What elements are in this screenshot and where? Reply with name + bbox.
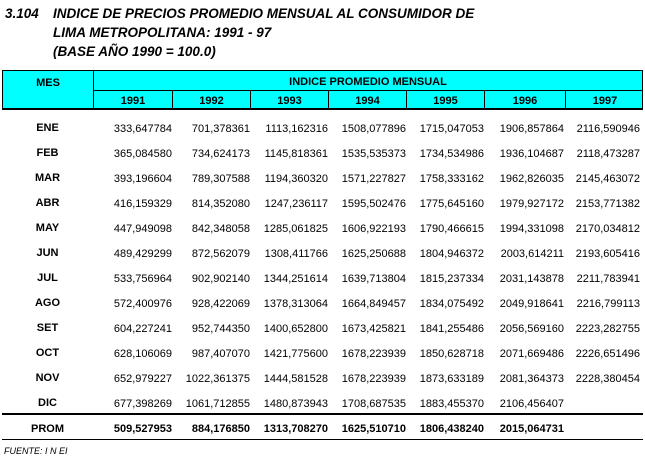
index-value: 365,084580 <box>113 148 172 160</box>
index-value: 1994,331098 <box>499 223 564 235</box>
month-label: ABR <box>35 197 60 209</box>
table-number: 3.104 <box>5 6 39 21</box>
index-value: 1061,712855 <box>185 398 250 410</box>
index-value: 2031,143878 <box>499 273 564 285</box>
year-header: 1993 <box>251 91 329 109</box>
table-row <box>2 297 643 322</box>
table-header <box>2 70 643 110</box>
table-row <box>2 322 643 347</box>
index-value: 533,756964 <box>113 273 172 285</box>
index-value: 1708,687535 <box>341 398 406 410</box>
index-value: 1421,775600 <box>263 348 328 360</box>
title-line-2: LIMA METROPOLITANA: 1991 - 97 <box>53 25 272 40</box>
index-value: 2153,771382 <box>575 198 640 210</box>
month-label: FEB <box>36 147 59 159</box>
index-value: 1444,581528 <box>263 373 328 385</box>
index-value: 987,407070 <box>191 348 250 360</box>
table-body <box>2 122 643 422</box>
index-value: 902,902140 <box>191 273 250 285</box>
year-header: 1997 <box>592 95 618 107</box>
group-column-header: INDICE PROMEDIO MENSUAL <box>94 71 642 91</box>
table-row <box>2 372 643 397</box>
average-value: 1625,510710 <box>341 423 406 435</box>
index-value: 489,429299 <box>113 248 172 260</box>
index-value: 1850,628718 <box>419 348 484 360</box>
index-value: 789,307588 <box>191 173 250 185</box>
index-value: 701,378361 <box>191 123 250 135</box>
month-label: AGO <box>34 297 61 309</box>
index-value: 842,348058 <box>191 223 250 235</box>
table-row <box>2 122 643 147</box>
table-row <box>2 272 643 297</box>
source-note: FUENTE: I N EI <box>4 446 68 456</box>
index-value: 1606,922193 <box>341 223 406 235</box>
average-value: 1313,708270 <box>263 423 328 435</box>
index-value: 1804,946372 <box>419 248 484 260</box>
index-value: 628,106069 <box>113 348 172 360</box>
index-value: 1595,502476 <box>341 198 406 210</box>
index-value: 2228,380454 <box>575 373 640 385</box>
table-divider <box>2 413 643 415</box>
index-value: 1678,223939 <box>341 348 406 360</box>
index-value: 2049,918641 <box>499 298 564 310</box>
index-value: 872,562079 <box>191 248 250 260</box>
month-label: JUN <box>36 247 59 259</box>
index-value: 1639,713804 <box>341 273 406 285</box>
index-value: 1113,162316 <box>265 123 328 135</box>
index-value: 1790,466615 <box>419 223 484 235</box>
index-value: 2216,799113 <box>576 298 640 310</box>
index-value: 1678,223939 <box>341 373 406 385</box>
average-value: 884,176850 <box>191 423 250 435</box>
index-value: 1673,425821 <box>341 323 406 335</box>
index-value: 1194,360320 <box>264 173 328 185</box>
table-row <box>2 222 643 247</box>
index-value: 1834,075492 <box>419 298 484 310</box>
index-value: 652,979227 <box>113 373 172 385</box>
index-value: 1758,333162 <box>419 173 484 185</box>
index-value: 1962,826035 <box>499 173 564 185</box>
title-line-3: (BASE AÑO 1990 = 100.0) <box>53 44 216 59</box>
index-value: 1979,927172 <box>499 198 564 210</box>
year-header: 1996 <box>485 91 566 109</box>
index-value: 1936,104687 <box>499 148 564 160</box>
month-column-header: MES <box>3 71 94 108</box>
title-line-1: INDICE DE PRECIOS PROMEDIO MENSUAL AL CONSUMIDOR DE <box>53 6 475 21</box>
index-value: 1400,652800 <box>263 323 328 335</box>
index-value: 2106,456407 <box>499 398 564 410</box>
index-value: 2118,473287 <box>576 148 640 160</box>
index-value: 2081,364373 <box>499 373 564 385</box>
average-value: 2015,064731 <box>499 423 564 435</box>
month-label: MAY <box>35 222 60 234</box>
month-label: ENE <box>36 122 59 134</box>
index-value: 1883,455370 <box>419 398 484 410</box>
index-value: 1775,645160 <box>419 198 484 210</box>
index-value: 677,398269 <box>113 398 172 410</box>
table-row <box>2 197 643 222</box>
index-value: 572,400976 <box>113 298 172 310</box>
index-value: 2193,605416 <box>575 248 640 260</box>
index-value: 604,227241 <box>113 323 172 335</box>
month-label: SET <box>36 322 59 334</box>
index-value: 2223,282755 <box>575 323 640 335</box>
table-row <box>2 397 643 422</box>
year-header: 1994 <box>329 91 407 109</box>
index-value: 1145,818361 <box>264 148 328 160</box>
index-value: 1873,633189 <box>419 373 484 385</box>
index-value: 928,422069 <box>191 298 250 310</box>
index-value: 333,647784 <box>113 123 172 135</box>
average-value: 509,527953 <box>113 423 172 435</box>
index-value: 416,159329 <box>113 198 172 210</box>
index-value: 1285,061825 <box>263 223 328 235</box>
index-value: 1508,077896 <box>341 123 406 135</box>
index-value: 1841,255486 <box>419 323 484 335</box>
index-value: 1734,534986 <box>419 148 484 160</box>
index-value: 1308,411766 <box>264 248 328 260</box>
index-value: 814,352080 <box>191 198 250 210</box>
index-value: 2211,783941 <box>576 273 640 285</box>
year-header: 1992 <box>173 91 251 109</box>
index-value: 734,624173 <box>191 148 250 160</box>
month-label: MAR <box>34 172 61 184</box>
table-row <box>2 347 643 372</box>
average-value: 1806,438240 <box>419 423 484 435</box>
month-label: DIC <box>38 397 57 409</box>
year-header: 1991 <box>94 91 173 109</box>
table-row <box>2 147 643 172</box>
month-label: JUL <box>37 272 58 284</box>
index-value: 2145,463072 <box>575 173 640 185</box>
index-value: 2116,590946 <box>576 123 640 135</box>
index-value: 1535,535373 <box>341 148 406 160</box>
month-label: OCT <box>35 347 60 359</box>
index-value: 1378,313064 <box>263 298 328 310</box>
index-value: 393,196604 <box>113 173 172 185</box>
index-value: 1022,361375 <box>185 373 250 385</box>
index-value: 1625,250688 <box>341 248 406 260</box>
price-index-table <box>2 70 643 410</box>
index-value: 1664,849457 <box>341 298 406 310</box>
index-value: 1480,873943 <box>263 398 328 410</box>
index-value: 2003,614211 <box>500 248 564 260</box>
index-value: 952,744350 <box>191 323 250 335</box>
index-value: 2226,651496 <box>575 348 640 360</box>
average-row <box>2 423 643 440</box>
index-value: 447,949098 <box>113 223 172 235</box>
index-value: 1906,857864 <box>499 123 564 135</box>
index-value: 2170,034812 <box>575 223 640 235</box>
index-value: 1815,237334 <box>419 273 484 285</box>
index-value: 1247,236117 <box>264 198 328 210</box>
index-value: 2071,669486 <box>499 348 564 360</box>
index-value: 1715,047053 <box>419 123 484 135</box>
table-row <box>2 247 643 272</box>
year-header: 1995 <box>407 91 485 109</box>
index-value: 1571,227827 <box>341 173 406 185</box>
average-label: PROM <box>31 423 64 435</box>
index-value: 1344,251614 <box>263 273 328 285</box>
index-value: 2056,569160 <box>499 323 564 335</box>
month-label: NOV <box>35 372 60 384</box>
table-row <box>2 172 643 197</box>
